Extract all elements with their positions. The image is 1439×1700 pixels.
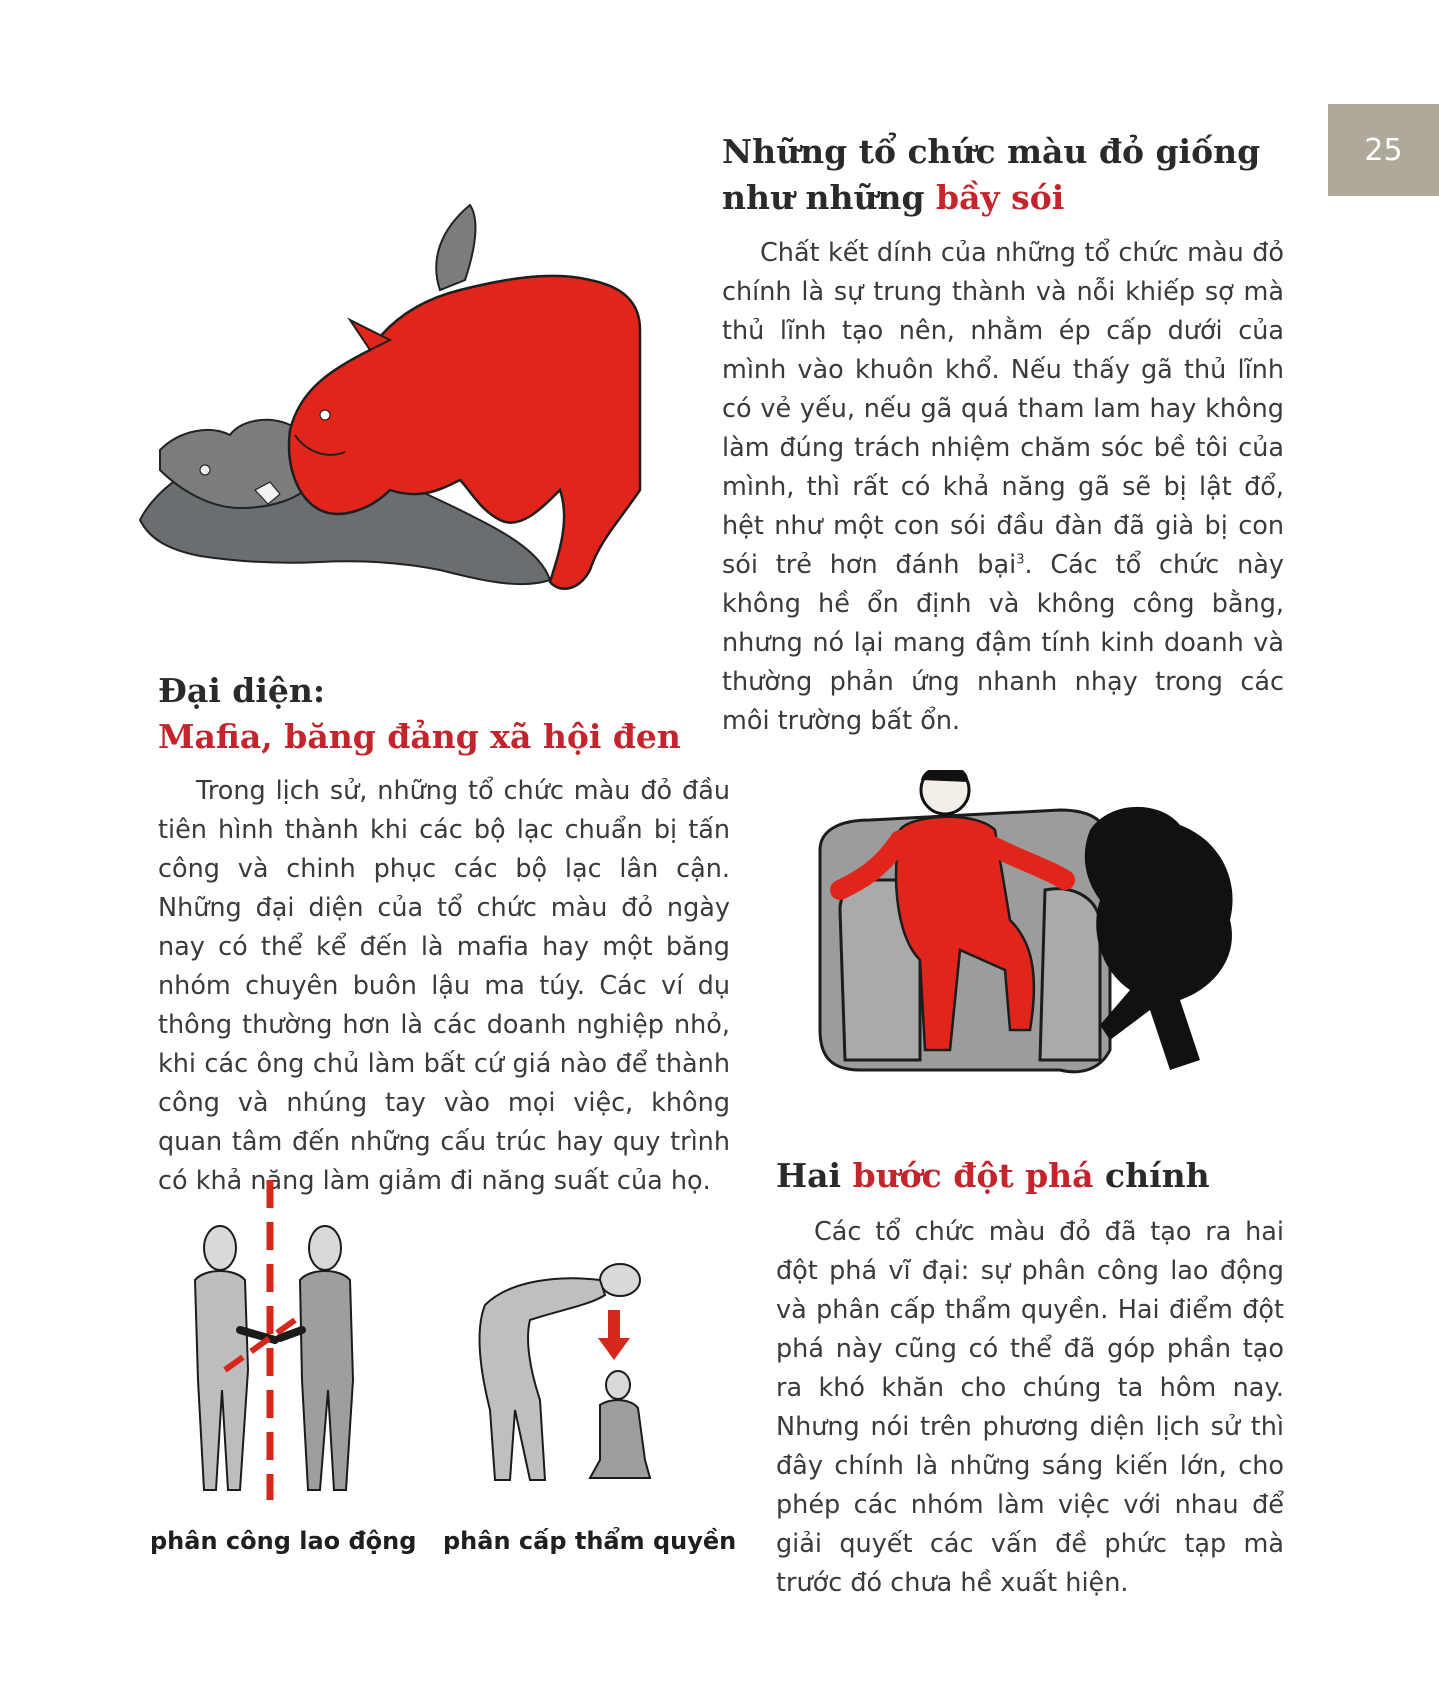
division-of-labor-illustration (170, 1180, 410, 1500)
wolves-heading-text: Những tổ chức màu đỏ giống như những (722, 132, 1261, 217)
breakthroughs-body: Các tổ chức màu đỏ đã tạo ra hai đột phá vĩ đại: sự phân công lao động và phân cấp thẩm quyền. Hai điểm đột phá này cũng có thể đã góp phần tạo ra khó khăn cho chúng ta hôm nay. Nhưng nói trên phương diện lịch sử thì đây chính là những sáng kiến lớn, cho phép các nhóm làm việc với nhau để giải quyết các vấn đề phức tạp mà trước đó chưa hề xuất hiện. (776, 1217, 1284, 1598)
breakthroughs-paragraph (776, 1213, 1284, 1603)
footnote-marker[interactable]: 3 (1016, 552, 1025, 568)
representatives-heading-line2: Mafia, băng đảng xã hội đen (158, 717, 681, 756)
page-number: 25 (1364, 132, 1403, 168)
wolves-paragraph (722, 234, 1284, 741)
wolves-heading-highlight: bầy sói (936, 178, 1065, 217)
caption-division-of-labor: phân công lao động (150, 1527, 417, 1555)
wolves-body-end: . Các tổ chức này không hề ổn định và không công bằng, nhưng nó lại mang đậm tính kinh doanh và thường phản ứng nhanh nhạy trong các môi trường bất ổn. (722, 550, 1284, 736)
breakthroughs-heading (776, 1153, 1336, 1199)
breakthroughs-heading-highlight: bước đột phá (852, 1156, 1094, 1195)
caption-hierarchy-of-authority: phân cấp thẩm quyền (443, 1527, 737, 1555)
wolves-body: Chất kết dính của những tổ chức màu đỏ chính là sự trung thành và nỗi khiếp sợ mà thủ lĩnh tạo nên, nhằm ép cấp dưới của mình vào khuôn khổ. Nếu thấy gã thủ lĩnh có vẻ yếu, nếu gã quá tham lam hay không làm đúng trách nhiệm chăm sóc bề tôi của mình, thì rất có khả năng gã sẽ bị lật đổ, hệt như một con sói đầu đàn đã già bị con sói trẻ hơn đánh bại (722, 238, 1284, 580)
breakthroughs-heading-prefix: Hai (776, 1156, 842, 1195)
representatives-body: Trong lịch sử, những tổ chức màu đỏ đầu tiên hình thành khi các bộ lạc chuẩn bị tấn công và chinh phục các bộ lạc lân cận. Những đại diện của tổ chức màu đỏ ngày nay có thể kể đến là mafia hay một băng nhóm chuyên buôn lậu ma túy. Các ví dụ thông thường hơn là các doanh nghiệp nhỏ, khi các ông chủ làm bất cứ giá nào để thành công và nhúng tay vào mọi việc, không quan tâm đến những cấu trúc hay quy trình có khả năng làm giảm đi năng suất của họ. (158, 776, 730, 1196)
representatives-heading-line1: Đại diện: (158, 671, 326, 710)
page-number-tab (1328, 104, 1439, 196)
breakthroughs-heading-suffix: chính (1105, 1156, 1210, 1195)
wolves-fighting-illustration (120, 190, 660, 620)
representatives-paragraph (158, 772, 730, 1201)
boss-armchair-illustration (800, 770, 1320, 1110)
representatives-heading (158, 668, 758, 760)
wolves-heading (722, 129, 1292, 221)
hierarchy-of-authority-illustration (450, 1260, 690, 1500)
